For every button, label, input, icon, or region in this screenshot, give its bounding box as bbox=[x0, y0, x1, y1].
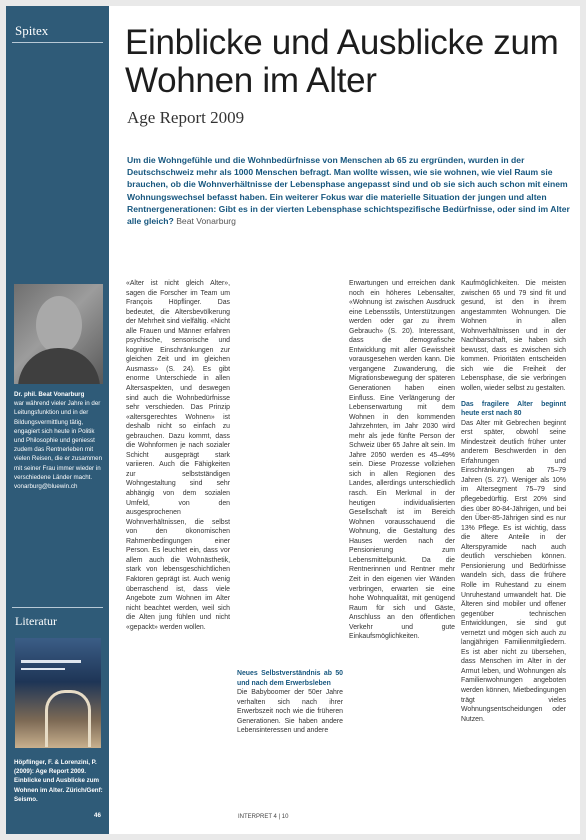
section-label: Spitex bbox=[15, 23, 49, 38]
magazine-page bbox=[6, 6, 580, 834]
literature-heading: Literatur bbox=[15, 614, 57, 628]
column-paragraph: Die Babyboomer der 50er Jahre verhalten sich nach ihrer Erwerbszeit noch wie die früheren Generationen. Sie haben andere Lebensinteressen und andere bbox=[237, 689, 343, 735]
sidebar bbox=[6, 6, 109, 834]
sidebar-divider bbox=[12, 607, 103, 608]
article-title: Einblicke und Ausblicke zum Wohnen im Alter bbox=[125, 23, 559, 100]
author-bio bbox=[14, 390, 106, 491]
column-paragraph: Erwartungen und erreichen dank noch ein höheres Lebensalter, «Wohnung ist zwischen Ausdruck eine Lebensstils, Unterstützungen werden oder gar zu ihrem Gebrauch» (S. 20). Interessant, dass die demografische Entwicklung mit aller Gewissheit vorausgesehen werden kann. Die vergangene Zuwanderung, die Migrationsbewegung der späteren Generationen haben einen Einfluss. Eine Verlängerung der Lebenserwartung mit dem Wohnen in den kommenden Jahrzehnten, im Jahr 2030 wird mehr als jede fünfte Person der Schweiz über 65 Jahre alt sein. Im Jahre 2050 werden es 45–49% sein. Diese Prozesse vollziehen sich in allen Regionen des Landes, allerdings unterschiedlich rasch. Ein Merkmal in der heutigen individualisierten Gesellschaft ist im Bereich Wohnen vorausschauend die Wohnung, die Gestaltung des Hauses werden nach der Pensionierung zum Lebensmittelpunkt. Da die Rentnerinnen und Rentner mehr Zeit in den eigenen vier Wänden verbringen, erwarten sie eine hohe Wohnqualität, mit genügend Raum für sich und Gäste, Anschluss an den öffentlichen Verkehr und gute Einkaufsmöglichkeiten. bbox=[349, 280, 455, 641]
text-column-2 bbox=[237, 279, 343, 736]
author-bio-name: Dr. phil. Beat Vonarburg bbox=[14, 391, 85, 398]
author-bio-text: war während vieler Jahre in der Leitungsfunktion und in der Bildungsvermittlung tätig, engagiert sich heute in Politik und Philosophie und geniesst zudem das Rentnerleben mit vielen Reisen, die er zusammen mit seiner Frau immer wieder in verschiedene Länder macht. bbox=[14, 400, 103, 481]
column-paragraph: Kaufmöglichkeiten. Die meisten zwischen 65 und 79 sind fit und gesund, ist den in ihrem angestammten Wohnungen. Die Wohnen in allen Wohnverhältnissen und in der Nachbarschaft, sie haben sich bewusst, dass es zwischen sich kommen. Prioritäten entscheiden sich wie die Freiheit der Lebensphase, die sie verbringen wollen, wieder selbst zu gestalten. bbox=[461, 280, 566, 393]
article-lead bbox=[127, 154, 572, 227]
column-paragraph: «Alter ist nicht gleich Alter», sagen die Forscher im Team um François Höpflinger. Das bedeutet, die Altersbevölkerung der Mehrheit sind vielfältig. «Nicht alle Frauen und Männer erfahren psychische, sensorische und kognitive Einschränkungen zur gleichen Zeit und im gleichen Ausmass» (S. 24). Es gibt enorme Unterschiede in allen Altersaspekten, und deswegen sind auch die Wohnbedürfnisse sehr verschieden. Das Prinzip «altersgerechtes Wohnen» ist deshalb nicht so einfach zu gebrauchen. Dazu kommt, dass die Wohnformen je nach sozialer Schicht ausgeprägt stark variieren. Auch die Fähigkeiten zur selbstständigen Wohngestaltung sind sehr abhängig von dem sozialen Umfeld, von den ausgesprochenen Wohnverhältnissen, die selbst von den ökonomischen Rahmenbedingungen einer Person. Es leuchtet ein, dass vor allem auch die Wohnästhetik, stark von lebensgeschichtlichen Faktoren geprägt ist. Auch wenig überraschend ist, dass viele Angebote zum Wohnen im Alter nicht beachtet werden, weil sich die Alten jung fühlen und nicht «gepackt» werden wollen. bbox=[126, 280, 230, 631]
column-paragraph: Das Alter mit Gebrechen beginnt erst später, obwohl seine Mindestzeit deutlich früher unter anderem Beschwerden in den Erfahrungen und Einschränkungen ab 75–79 Jahren (S. 27). Weniger als 10% im Altersegment 75–79 sind pflegebedürftig. Erst 20% sind dies über 80-84-Jährigen, und bei den Über-85-Jährigen sind es nur 13% Pflege. Es ist wichtig, dass die ältere Anteile in der Alterspyramide nach auch deutlich verschieben können. Pensionierung und Bedürfnisse wandeln sich, dass die frühere Rolle im Ruhestand zu einem Unruhestand umwandelt hat. Die Älteren sind mobiler und offener gegenüber technischen Entwicklungen, sie sind gut vernetzt und mögen sich auch zu langjährigen Familienmitgliedern. Es ist aber nicht zu übersehen, dass Menschen im Alter in der Armut leben, und Wohnungen als Familienwohnungen angeboten werden können, Mietbedingungen trägt vieles Wohnungsentscheidungen oder Nutzen. bbox=[461, 419, 566, 723]
literature-reference: Höpflinger, F. & Lorenzini, P. (2009): Age Report 2009. Einblicke und Ausblicke zum Wohnen im Alter. Zürich/Genf: Seismo. bbox=[14, 759, 103, 803]
article-subtitle: Age Report 2009 bbox=[127, 108, 245, 127]
text-column-3 bbox=[349, 279, 455, 642]
page-number: 46 bbox=[94, 812, 101, 819]
sidebar-divider bbox=[12, 42, 103, 43]
lead-text: Um die Wohngefühle und die Wohnbedürfnisse von Menschen ab 65 zu ergründen, wurden in der Deutschschweiz mehr als 1000 Menschen befragt. Man wollte wissen, wie sie wohnen, wie viel Raum sie brauchen, ob die Wohnverhältnisse der Lebensphase angepasst sind und ob sie sich auch schon mit einem Wohnungswechsel befasst haben. Ein weiterer Fokus war die materielle Situation der jungen und alten Rentnergenerationen: Gibt es in der vierten Lebensphase schichtspezifische Bedürfnisse, oder sind im Alter alle gleich? bbox=[127, 155, 570, 227]
text-column-1 bbox=[126, 279, 230, 632]
article-author: Beat Vonarburg bbox=[176, 216, 236, 227]
book-cover-image bbox=[15, 638, 101, 748]
author-portrait bbox=[14, 284, 103, 384]
column-subheading: Das fragilere Alter beginnt heute erst nach 80 bbox=[461, 400, 566, 418]
author-email[interactable]: vonarburg@bluewin.ch bbox=[14, 483, 78, 491]
column-subheading: Neues Selbstverständnis ab 50 und nach dem Erwerbsleben bbox=[237, 670, 343, 687]
text-column-4 bbox=[461, 279, 566, 724]
page-footer: INTERPRET 4 | 10 bbox=[238, 814, 289, 820]
